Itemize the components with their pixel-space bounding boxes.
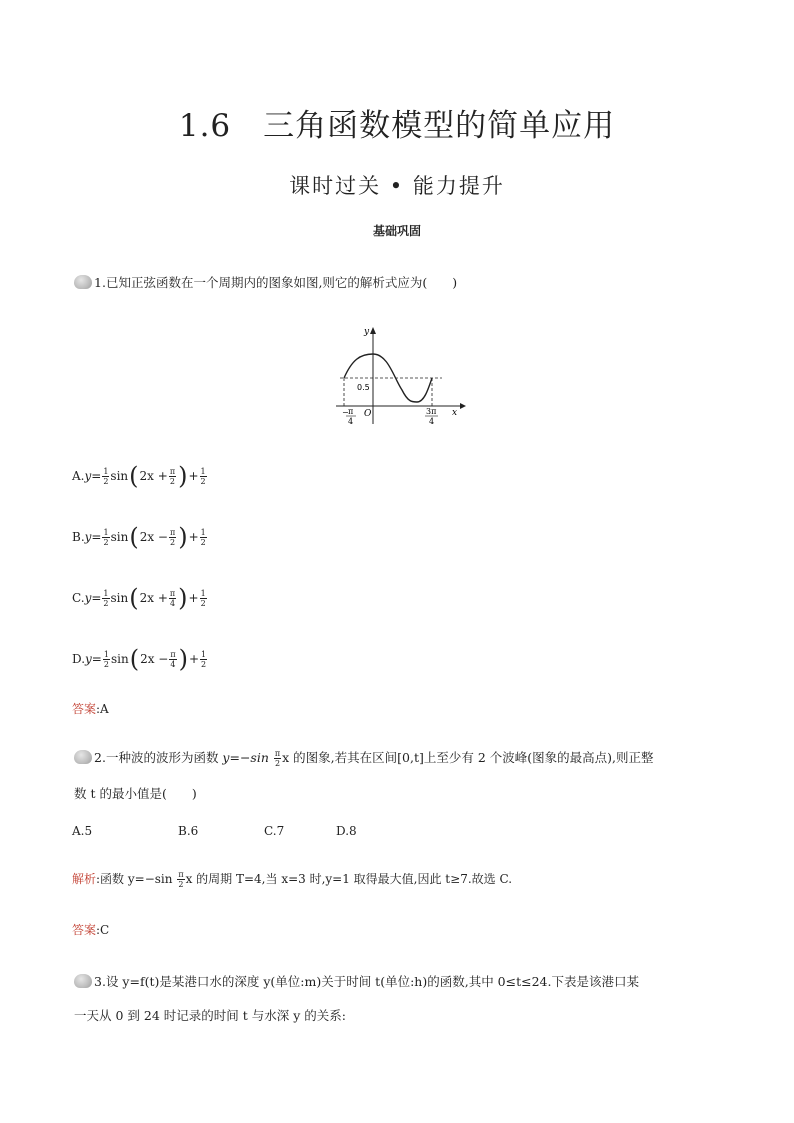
question-3 xyxy=(74,972,744,992)
option-b[interactable]: B. y= $\frac{1}{2}$ sin ( 2x − $\frac{\pi}{2}$ ) + $\frac{1}{2}$ xyxy=(72,523,206,551)
question-bullet-icon xyxy=(74,974,92,988)
x-axis-label: x xyxy=(452,408,458,418)
question-3-line2: 一天从 0 到 24 时记录的时间 t 与水深 y 的关系: xyxy=(74,1008,346,1023)
option-y: y= xyxy=(84,469,102,483)
fraction-pi: $\frac{\pi}{4}$ xyxy=(170,649,176,669)
question-1 xyxy=(74,273,734,293)
fraction-half: $\frac{1}{2}$ xyxy=(103,466,109,486)
left-tick-num: π xyxy=(348,407,354,416)
sin-text: sin xyxy=(110,530,129,544)
option-inner: 2x + xyxy=(139,469,168,483)
page-subtitle: 课时过关 • 能力提升 xyxy=(289,174,505,198)
question-3-text: 设 y=f(t)是某港口水的深度 y(单位:m)关于时间 t(单位:h)的函数,其中 0≤t≤24.下表是该港口某 xyxy=(105,974,639,989)
origin-label: O xyxy=(364,409,372,419)
question-bullet-icon xyxy=(74,275,92,289)
choice-b[interactable]: B.6 xyxy=(178,824,199,838)
option-a[interactable]: A. y= $\frac{1}{2}$ sin ( 2x + $\frac{\pi}{2}$ ) + $\frac{1}{2}$ xyxy=(72,462,206,490)
option-letter: C. xyxy=(72,591,85,605)
half-label: 0.5 xyxy=(357,383,370,392)
right-tick-den: 4 xyxy=(429,417,435,426)
answer-value: :A xyxy=(96,702,109,716)
fraction-pi: $\frac{\pi}{2}$ xyxy=(169,466,176,486)
option-d[interactable]: D. y= $\frac{1}{2}$ sin ( 2x − $\frac{\pi}{4}$ ) + $\frac{1}{2}$ xyxy=(72,645,207,673)
analysis-label: 解析 xyxy=(72,872,97,886)
choice-a[interactable]: A.5 xyxy=(72,824,93,838)
answer-label: 答案 xyxy=(72,702,97,716)
fraction-half: $\frac{1}{2}$ xyxy=(200,527,206,547)
answer-value: :C xyxy=(96,923,110,937)
option-inner: 2x − xyxy=(140,652,169,666)
question-1-number: 1. xyxy=(94,275,106,290)
fraction-pi: $\frac{\pi}{2}$ xyxy=(169,527,176,547)
fraction-half: $\frac{1}{2}$ xyxy=(201,649,207,669)
answer-2 xyxy=(72,921,109,938)
fraction-half: $\frac{1}{2}$ xyxy=(103,588,109,608)
question-2-line2: 数 t 的最小值是( ) xyxy=(74,786,197,801)
option-letter: D. xyxy=(72,652,86,666)
fraction-half: $\frac{1}{2}$ xyxy=(103,649,109,669)
fraction-half: $\frac{1}{2}$ xyxy=(103,527,109,547)
option-inner: 2x − xyxy=(139,530,168,544)
option-y: y= xyxy=(85,652,102,666)
fraction-half: $\frac{1}{2}$ xyxy=(200,466,206,486)
option-letter: A. xyxy=(72,469,85,483)
question-2-choices xyxy=(72,824,357,838)
option-y: y= xyxy=(84,530,102,544)
sin-text: sin xyxy=(110,591,129,605)
y-axis-arrow-icon xyxy=(370,327,376,334)
sine-graph xyxy=(330,320,470,432)
option-letter: B. xyxy=(72,530,85,544)
x-axis-arrow-icon xyxy=(460,403,466,409)
question-2: 2.一种波的波形为函数 y=−sin $\frac{\pi}{2}$ x 的图象,若其在区间[0,t]上至少有 2 个波峰(图象的最高点),则正整 xyxy=(74,748,734,768)
answer-label: 答案 xyxy=(72,923,97,937)
choice-d[interactable]: D.8 xyxy=(336,824,357,838)
page-title: 1.6 三角函数模型的简单应用 xyxy=(178,108,616,144)
fraction-half: $\frac{1}{2}$ xyxy=(200,588,206,608)
option-c[interactable]: C. y= $\frac{1}{2}$ sin ( 2x + $\frac{\pi}{4}$ ) + $\frac{1}{2}$ xyxy=(72,584,206,612)
left-tick-den: 4 xyxy=(348,417,354,426)
choice-c[interactable]: C.7 xyxy=(264,824,285,838)
y-axis-label: y xyxy=(364,327,370,337)
fraction-pi: $\frac{\pi}{4}$ xyxy=(169,588,176,608)
analysis-2: 解析:函数 y=−sin $\frac{\pi}{2}$ x 的周期 T=4,当 x=3 时,y=1 取得最大值,因此 t≥7.故选 C. xyxy=(72,870,513,889)
question-3-number: 3. xyxy=(94,974,106,989)
answer-1 xyxy=(72,700,109,717)
section-heading: 基础巩固 xyxy=(372,224,421,238)
sin-text: sin xyxy=(110,469,129,483)
question-1-text: 已知正弦函数在一个周期内的图象如图,则它的解析式应为( ) xyxy=(105,275,458,290)
sin-text: sin xyxy=(110,652,129,666)
question-2-number: 2. xyxy=(94,750,106,765)
option-inner: 2x + xyxy=(139,591,168,605)
left-tick-sign: − xyxy=(342,408,349,417)
right-tick-num: 3π xyxy=(426,407,437,416)
question-bullet-icon xyxy=(74,750,92,764)
option-y: y= xyxy=(84,591,102,605)
